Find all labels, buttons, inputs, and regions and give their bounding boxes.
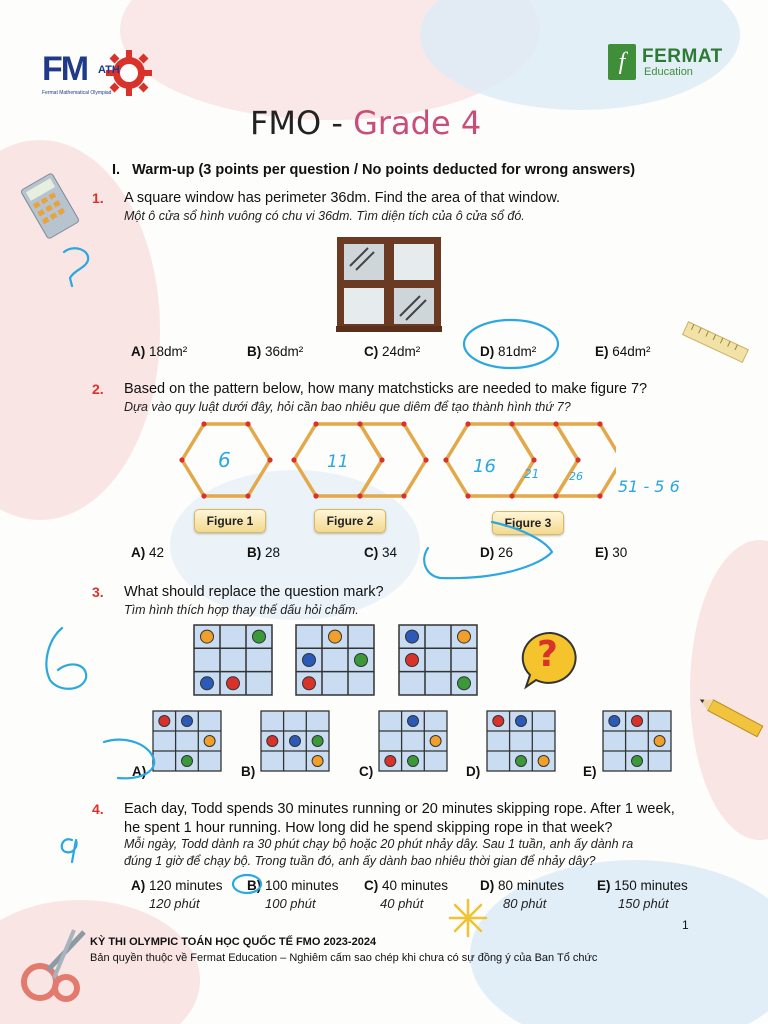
q3-option-a[interactable]: A) — [132, 764, 147, 779]
q2-option-b[interactable]: B) 28 — [247, 545, 281, 560]
q4-number: 4. — [92, 801, 104, 817]
q2-option-a[interactable]: A) 42 — [131, 545, 165, 560]
q1-vietnamese: Một ô cửa sổ hình vuông có chu vi 36dm. Tìm diện tích của ô cửa sổ đó. — [124, 209, 525, 223]
q3-option-c[interactable]: C) — [359, 764, 374, 779]
q4-english-line2: he spent 1 hour running. How long did he spend skipping rope in that week? — [124, 820, 613, 836]
q2-number: 2. — [92, 381, 104, 397]
hand-fig-right: 51 - 5 6 — [618, 477, 680, 496]
q3-answer-arc — [104, 740, 154, 779]
title-grade: Grade 4 — [353, 104, 482, 142]
fermat-book-icon: f — [608, 44, 636, 80]
fermat-sub: Education — [644, 66, 693, 78]
q2-option-e[interactable]: E) 30 — [595, 545, 628, 560]
q1-option-e[interactable]: E) 64dm² — [595, 344, 651, 359]
figure-3-label: Figure 3 — [492, 511, 564, 535]
q3-english: What should replace the question mark? — [124, 584, 384, 600]
hand-fig3b: 21 — [524, 467, 540, 481]
q1-option-b[interactable]: B) 36dm² — [247, 344, 304, 359]
q3-option-b[interactable]: B) — [241, 764, 256, 779]
q4-option-a[interactable]: A) 120 minutes — [131, 878, 223, 893]
q4-option-a-vi: 120 phút — [149, 896, 200, 911]
section-title: I. Warm-up (3 points per question / No points deducted for wrong answers) — [112, 162, 636, 178]
q3-number: 3. — [92, 584, 104, 600]
q4-english-line1: Each day, Todd spends 30 minutes running or 20 minutes skipping rope. After 1 week, — [124, 801, 675, 817]
q4-option-d-vi: 80 phút — [503, 896, 547, 911]
q3-vietnamese: Tìm hình thích hợp thay thế dấu hỏi chấm. — [124, 603, 359, 617]
q4-option-c[interactable]: C) 40 minutes — [364, 878, 449, 893]
q2-option-d[interactable]: D) 26 — [480, 545, 514, 560]
q4-answer-circle — [233, 875, 261, 893]
hand-fig1: 6 — [218, 448, 231, 472]
figure-1-label: Figure 1 — [194, 509, 266, 533]
fmo-logo-caption: Fermat Mathematical Olympiad — [42, 90, 112, 96]
q4-vietnamese-line2: đúng 1 giờ để chạy bộ. Trong tuần đó, anh ấy dành bao nhiêu thời gian để nhảy dây? — [124, 854, 596, 868]
q4-option-d[interactable]: D) 80 minutes — [480, 878, 565, 893]
q3-option-d[interactable]: D) — [466, 764, 481, 779]
q1-option-c[interactable]: C) 24dm² — [364, 344, 421, 359]
footer-copyright: Bản quyền thuộc về Fermat Education – Nghiêm cấm sao chép khi chưa có sự đồng ý của Ban Tổ chức — [90, 952, 598, 964]
q1-option-d[interactable]: D) 81dm² — [480, 344, 537, 359]
fmo-logo-text: FM — [42, 50, 88, 88]
hand-fig3a: 16 — [473, 456, 496, 477]
q2-vietnamese: Dựa vào quy luật dưới đây, hỏi cần bao nhiêu que diêm để tạo thành hình thứ 7? — [124, 400, 571, 414]
hand-fig3c: 26 — [569, 470, 583, 483]
q4-option-c-vi: 40 phút — [380, 896, 424, 911]
q4-option-b-vi: 100 phút — [265, 896, 316, 911]
q4-vietnamese-line1: Mỗi ngày, Todd dành ra 30 phút chạy bộ hoặc 20 phút nhảy dây. Sau 1 tuần, anh ấy dành ra — [124, 837, 634, 851]
q1-answer-circle — [464, 320, 558, 368]
q1-number: 1. — [92, 190, 104, 206]
question-mark: ? — [537, 634, 558, 675]
q4-option-b[interactable]: B) 100 minutes — [247, 878, 339, 893]
figure-2-label: Figure 2 — [314, 509, 386, 533]
q1-option-a[interactable]: A) 18dm² — [131, 344, 188, 359]
page-number: 1 — [682, 918, 689, 932]
fermat-brand: FERMAT — [642, 46, 723, 67]
hand-fig2: 11 — [327, 452, 349, 472]
footer-title: KỲ THI OLYMPIC TOÁN HỌC QUỐC TẾ FMO 2023-2024 — [90, 936, 377, 948]
q2-option-c[interactable]: C) 34 — [364, 545, 398, 560]
q4-option-e[interactable]: E) 150 minutes — [597, 878, 688, 893]
q1-english: A square window has perimeter 36dm. Find the area of that window. — [124, 190, 561, 206]
q4-option-e-vi: 150 phút — [618, 896, 669, 911]
q2-english: Based on the pattern below, how many matchsticks are needed to make figure 7? — [124, 381, 648, 397]
q3-option-e[interactable]: E) — [583, 764, 597, 779]
title-prefix: FMO - — [250, 104, 354, 142]
fmo-logo-small: ATH — [98, 64, 120, 76]
q2-answer-scribble — [424, 522, 552, 578]
